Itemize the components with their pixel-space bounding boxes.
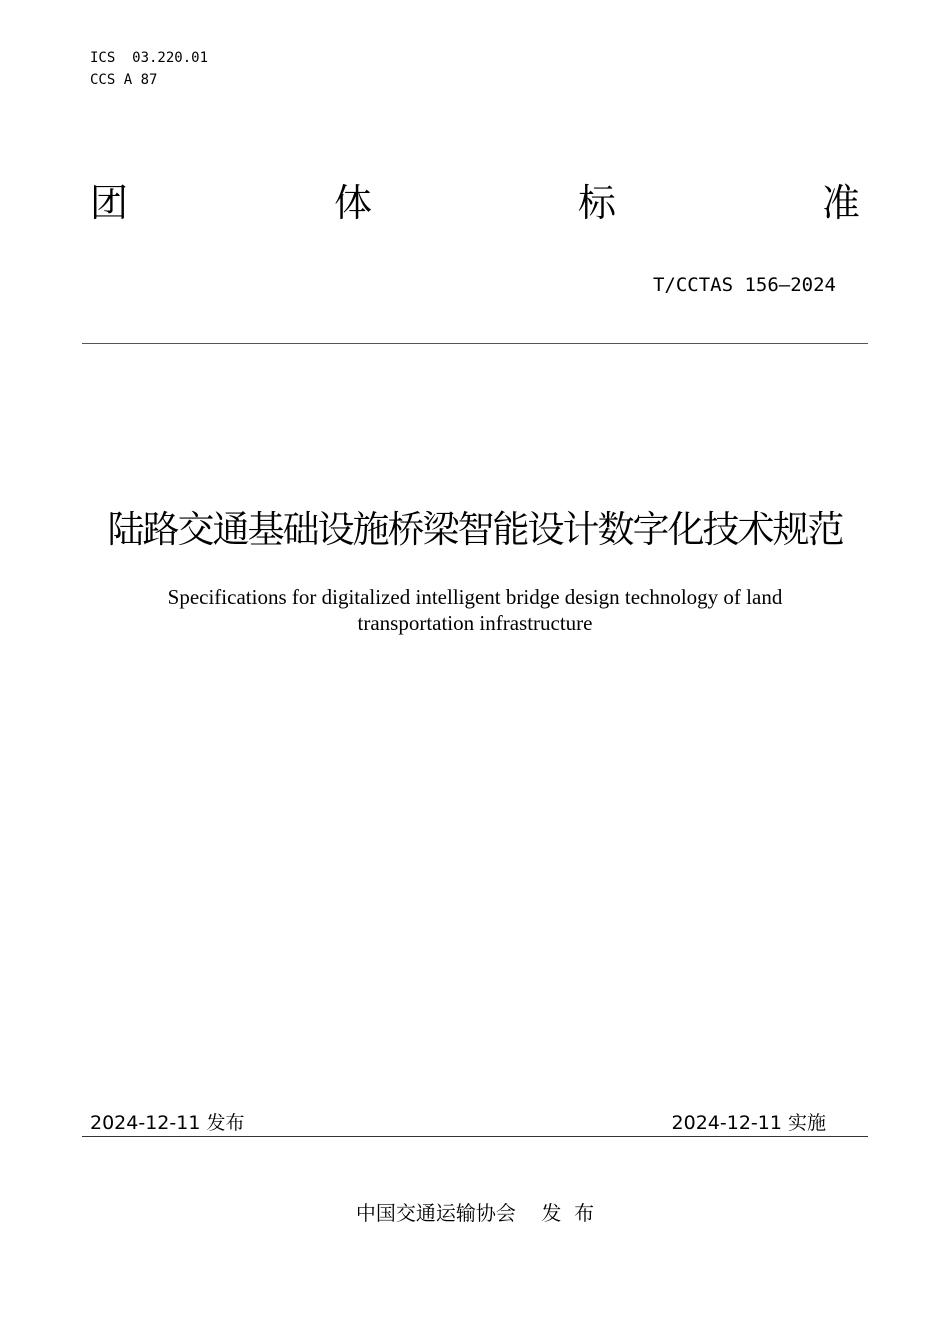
standard-type-char: 体 xyxy=(333,181,372,225)
classification-codes xyxy=(90,47,208,91)
standard-type-char: 标 xyxy=(577,181,616,225)
title-english-line-2: transportation infrastructure xyxy=(357,611,593,635)
top-divider xyxy=(82,343,868,344)
title-english-line-1: Specifications for digitalized intelligent bridge design technology of land xyxy=(167,585,783,609)
date-row xyxy=(90,1110,826,1136)
publisher: 中国交通运输协会 发 布 xyxy=(355,1201,595,1225)
standard-number: T/CCTAS 156—2024 xyxy=(652,274,836,296)
implement-date: 2024-12-11 实施 xyxy=(671,1112,826,1134)
title-english xyxy=(110,584,840,636)
title-chinese: 陆路交通基础设施桥梁智能设计数字化技术规范 xyxy=(107,508,843,551)
bottom-divider xyxy=(82,1136,868,1137)
standard-type-char: 团 xyxy=(90,181,129,225)
release-date: 2024-12-11 发布 xyxy=(90,1112,245,1134)
standard-type-char: 准 xyxy=(821,181,860,225)
standard-type-heading xyxy=(90,178,860,228)
ics-code: ICS 03.220.01 xyxy=(90,50,209,66)
ccs-code: CCS A 87 xyxy=(90,72,158,88)
